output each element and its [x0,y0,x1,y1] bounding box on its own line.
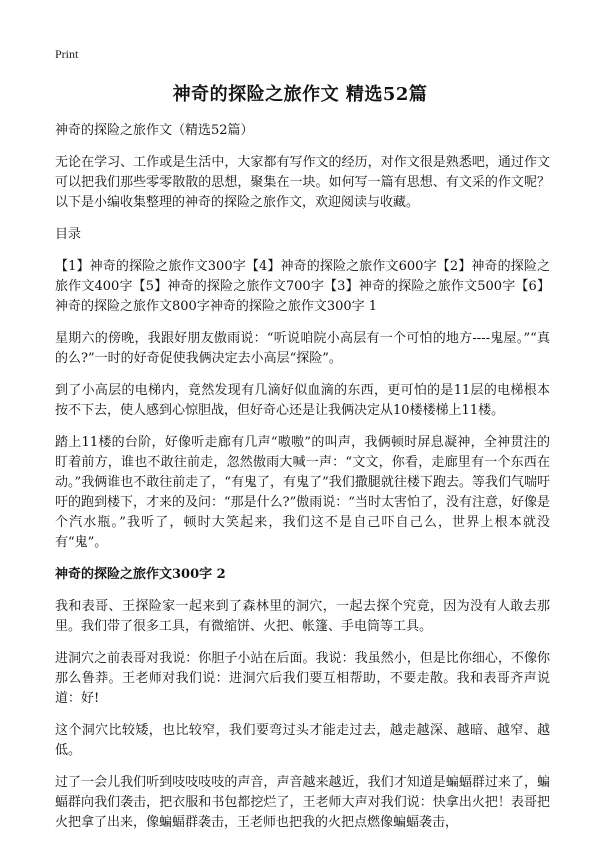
essay1-paragraph-2: 到了小高层的电梯内，竟然发现有几滴好似血滴的东西，更可怕的是11层的电梯根本按不下去，使人感到心惊胆战，但好奇心还是让我俩决定从10楼楼梯上11楼。 [55,383,550,418]
essay1-paragraph-1: 星期六的傍晚，我跟好朋友傲雨说：“听说咱院小高层有一个可怕的地方----鬼屋。”“真的么?”一时的好奇促使我俩决定去小高层“探险”。 [55,331,550,366]
essay2-paragraph-1: 我和表哥、王探险家一起来到了森林里的洞穴，一起去探个究竟，因为没有人敢去那里。我们带了很多工具，有微缩饼、火把、帐篷、手电筒等工具。 [55,599,550,634]
print-link[interactable]: Print [55,47,79,61]
essay1-paragraph-3: 踏上11楼的台阶，好像听走廊有几声“嗷嗷”的叫声，我俩顿时屏息凝神，全神贯注的盯着前方，谁也不敢往前走，忽然傲雨大喊一声：“文文，你看，走廊里有一个东西在动。”我俩谁也不敢往前走了，“有鬼了，有鬼了”我们撒腿就往楼下跑去。等我们气喘吁吁的跑到楼下，才来的及问：“那是什么?”傲雨说：“当时太害怕了，没有注意，好像是个汽水瓶。”我听了，顿时大笑起来，我们这不是自己吓自己么，世界上根本就没有“鬼”。 [55,435,550,550]
essay2-paragraph-2: 进洞穴之前表哥对我说：你胆子小站在后面。我说：我虽然小，但是比你细心，不像你那么鲁莽。王老师对我们说：进洞穴后我们要互相帮助，不要走散。我和表哥齐声说道：好! [55,651,550,706]
page-title: 神奇的探险之旅作文 精选52篇 [172,84,428,105]
article-body [55,121,550,845]
essay2-paragraph-4: 过了一会儿我们听到吱吱吱吱的声音，声音越来越近，我们才知道是蝙蝠群过来了，蝙蝠群向我们袭击，把衣服和书包都挖烂了，王老师大声对我们说：快拿出火把！表哥把火把拿了出来，像蝙蝠群袭击，王老师也把我的火把点燃像蝙蝠袭击， [55,775,550,830]
toc-list: 【1】神奇的探险之旅作文300字【4】神奇的探险之旅作文600字【2】神奇的探险之旅作文400字【5】神奇的探险之旅作文700字【3】神奇的探险之旅作文500字【6】神奇的探险之旅作文800字神奇的探险之旅作文300字 1 [55,259,550,314]
intro-paragraph: 无论在学习、工作或是生活中，大家都有写作文的经历，对作文很是熟悉吧，通过作文可以把我们那些零零散散的思想，聚集在一块。如何写一篇有思想、有文采的作文呢？以下是小编收集整理的神奇的探险之旅作文，欢迎阅读与收藏。 [55,155,550,210]
essay2-paragraph-3: 这个洞穴比较矮，也比较窄，我们要弯过头才能走过去，越走越深、越暗、越窄、越低。 [55,723,550,758]
article-subtitle: 神奇的探险之旅作文（精选52篇） [55,123,254,138]
essay2-heading: 神奇的探险之旅作文300字 2 [55,567,226,582]
toc-heading: 目录 [55,227,82,242]
